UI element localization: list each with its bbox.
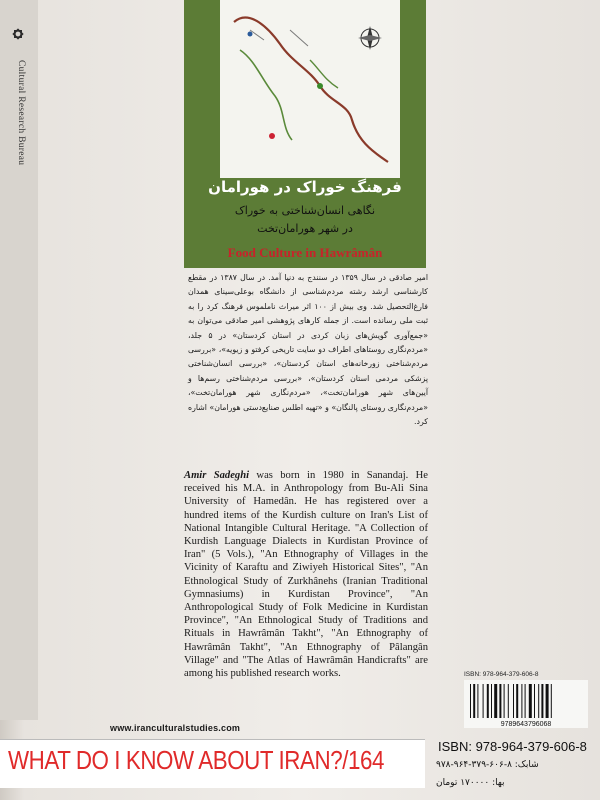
hawraman-map [220, 0, 400, 178]
barcode-number: 9789643796068 [500, 721, 552, 728]
shabak-label: شابک: ۸-۶۰۶-۳۷۹-۹۶۴-۹۷۸ [436, 760, 539, 770]
persian-subtitle-2: در شهر هورامان‌تخت [257, 222, 353, 235]
english-title: Food Culture in Hawrâmân [227, 245, 383, 260]
isbn-label: ISBN: 978-964-379-606-8 [438, 739, 587, 754]
english-bio-text: was born in 1980 in Sanandaj. He received his M.A. in Anthropology from Bu-Ali Sina University of Hamedân. He has registered over a hundred items of the Kurdish culture on Iran's List of National Intangible Cultural Heritage. "A Collection of Kurdish Language Dialects in Kurdistan Province of Iran" (5 Vols.), "An Ethnography of Villages in the Vicinity of Karaftu and Ziwiyeh Historical Sites", "An Ethnological Study of Zurkhânehs (Iranian Traditional Gymnasiums) in Kurdistan Province", "An Anthropological Study of Folk Medicine in Kurdistan Province", "An Ethnological Study of Traditions and Rituals in Hawrâmân Takht", "An Ethnography of Hawrâmân Takht", "An Ethnography of Pâlangân Village" and "The Atlas of Hawrâmân Handicrafts" are among his published research works. [184, 470, 428, 680]
publisher-logo-icon [8, 24, 28, 44]
price-label: بها: ۱۷۰۰۰۰ تومان [436, 778, 505, 788]
series-title: WHAT DO I KNOW ABOUT IRAN?/164 [8, 745, 385, 775]
persian-bio: امیر صادقی در سال ۱۳۵۹ در سنندج به دنیا آمد. در سال ۱۳۸۷ در مقطع کارشناسی ارشد رشته مردم‌شناسی از دانشگاه بوعلی‌سینای همدان فارغ‌التحصیل شد. وی بیش از ۱۰۰ اثر میراث ناملموس فرهنگ کرد را به ثبت ملی رسانده است. از جمله کارهای پژوهشی امیر صادقی می‌توان به «جمع‌آوری گویش‌های زبان کردی در استان کردستان» در ۵ جلد، «مردم‌نگاری روستاهای اطراف دو سایت تاریخی کرفتو و زیویه»، «بررسی مردم‌شناختی زورخانه‌های استان کردستان»، «بررسی انسان‌شناختی پزشکی مردمی استان کردستان»، «بررسی مردم‌شناختی رسم‌ها و آیین‌های شهر هورامان‌تخت»، «مردم‌نگاری شهر هورامان‌تخت»، «مردم‌نگاری روستای پالنگان» و «تهیه اطلس صنایع‌دستی هورامان» اشاره کرد. [188, 273, 428, 427]
isbn-small: ISBN: 978-964-379-606-8 [464, 671, 539, 678]
persian-subtitle-1: نگاهی انسان‌شناختی به خوراک [234, 204, 376, 217]
barcode [464, 680, 588, 728]
spine [0, 0, 38, 720]
author-name: Amir Sadeghi [184, 470, 250, 481]
website-url[interactable]: www.iranculturalstudies.com [110, 723, 241, 733]
english-bio [184, 469, 428, 680]
spine-publisher: Cultural Research Bureau [16, 60, 26, 166]
persian-title: فرهنگ خوراک در هورامان [208, 178, 402, 196]
